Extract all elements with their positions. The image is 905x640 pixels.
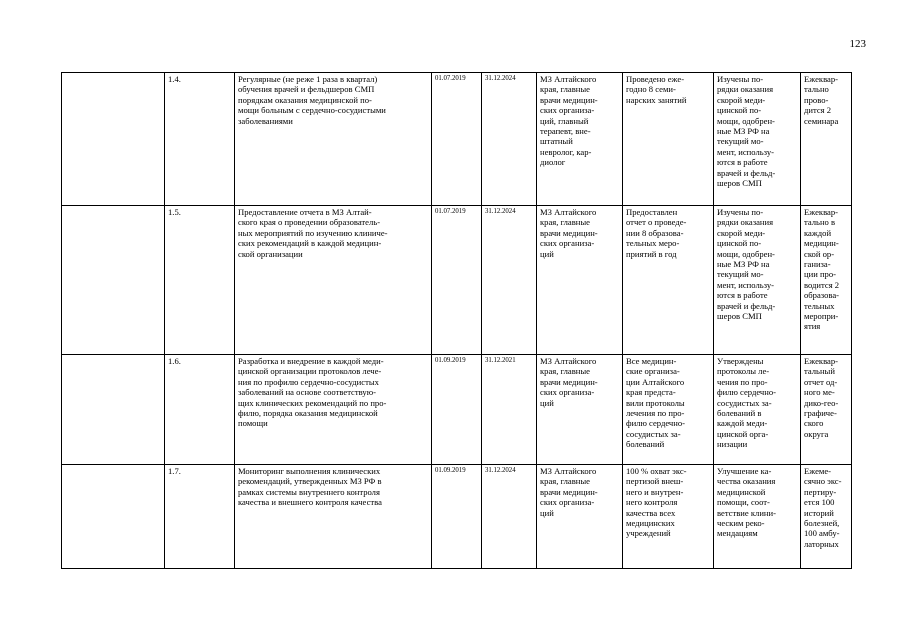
blank-cell xyxy=(62,465,165,569)
indicator-cell: Улучшение ка- чества оказания медицинской помощи, соот- ветствие клини- ческим реко- мендациям xyxy=(717,466,776,539)
activity-cell: Регулярные (не реже 1 раза в квартал) обучения врачей и фельдшеров СМП порядкам оказания медицинской по- мощи больным с сердечно-сосудистыми заболеваниями xyxy=(238,74,386,126)
responsible-cell: МЗ Алтайского края, главные врачи медицин- ских организа- ций xyxy=(540,207,598,259)
responsible-cell: МЗ Алтайского края, главные врачи медицин- ских организа- ций xyxy=(540,356,598,408)
row-number: 1.5. xyxy=(165,206,235,355)
table-row xyxy=(62,355,852,465)
end-date: 31.12.2021 xyxy=(482,355,537,465)
plan-table xyxy=(61,72,852,569)
control-cell: Ежеквар- тально прово- дится 2 семинара xyxy=(804,74,839,126)
result-cell: Предоставлен отчет о проведе- нии 8 образова- тельных меро- приятий в год xyxy=(626,207,687,259)
control-cell: Ежеквар- тально в каждой медицин- ской ор- ганиза- ции про- водится 2 образова- тельных меропри- ятия xyxy=(804,207,840,332)
start-date: 01.09.2019 xyxy=(432,465,482,569)
activity-cell: Предоставление отчета в МЗ Алтай- ского края о проведении образователь- ных мероприятий по изучению клиниче- ских рекомендаций в каждой медицин- ской организации xyxy=(238,207,388,259)
result-cell: Все медицин- ские организа- ции Алтайского края предста- вили протоколы лечения по про- филю сердечно- сосудистых за- болеваний xyxy=(626,356,685,450)
result-cell: Проведено еже- годно 8 семи- нарских занятий xyxy=(626,74,687,105)
indicator-cell: Изучены по- рядки оказания скорой меди- цинской по- мощи, одобрен- ные МЗ РФ на текущий мо- мент, использу- ются в работе врачей и фельд- шеров СМП xyxy=(717,74,776,189)
end-date: 31.12.2024 xyxy=(482,465,537,569)
blank-cell xyxy=(62,355,165,465)
page-number: 123 xyxy=(849,38,866,50)
end-date: 31.12.2024 xyxy=(482,73,537,206)
control-cell: Ежеме- сячно экс- пертиру- ется 100 историй болезней, 100 амбу- латорных xyxy=(804,466,842,549)
start-date: 01.07.2019 xyxy=(432,206,482,355)
blank-cell xyxy=(62,206,165,355)
row-number: 1.4. xyxy=(165,73,235,206)
responsible-cell: МЗ Алтайского края, главные врачи медицин- ских организа- ций xyxy=(540,466,598,518)
end-date: 31.12.2024 xyxy=(482,206,537,355)
blank-cell xyxy=(62,73,165,206)
result-cell: 100 % охват экс- пертизой внеш- него и внутрен- него контроля качества всех медицинских учреждений xyxy=(626,466,687,539)
table-row xyxy=(62,465,852,569)
row-number: 1.7. xyxy=(165,465,235,569)
responsible-cell: МЗ Алтайского края, главные врачи медицин- ских организа- ций, главный терапевт, вне- штатный невролог, кар- диолог xyxy=(540,74,598,168)
start-date: 01.07.2019 xyxy=(432,73,482,206)
table-row xyxy=(62,73,852,206)
activity-cell: Разработка и внедрение в каждой меди- цинской организации протоколов лече- ния по профилю сердечно-сосудистых заболеваний на основе соответствую- щих клинических рекомендаций по про- филю, порядка оказания медицинской помощи xyxy=(238,356,387,429)
indicator-cell: Утверждены протоколы ле- чения по про- филю сердечно- сосудистых за- болеваний в каждой меди- цинской орга- низации xyxy=(717,356,776,450)
row-number: 1.6. xyxy=(165,355,235,465)
activity-cell: Мониторинг выполнения клинических рекомендаций, утвержденных МЗ РФ в рамках системы внутреннего контроля качества и внешнего контроля качества xyxy=(238,466,382,508)
start-date: 01.09.2019 xyxy=(432,355,482,465)
indicator-cell: Изучены по- рядки оказания скорой меди- цинской по- мощи, одобрен- ные МЗ РФ на текущий мо- мент, использу- ются в работе врачей и фельд- шеров СМП xyxy=(717,207,776,322)
control-cell: Ежеквар- тальный отчет од- ного ме- дико-гео- графиче- ского округа xyxy=(804,356,839,439)
table-row xyxy=(62,206,852,355)
